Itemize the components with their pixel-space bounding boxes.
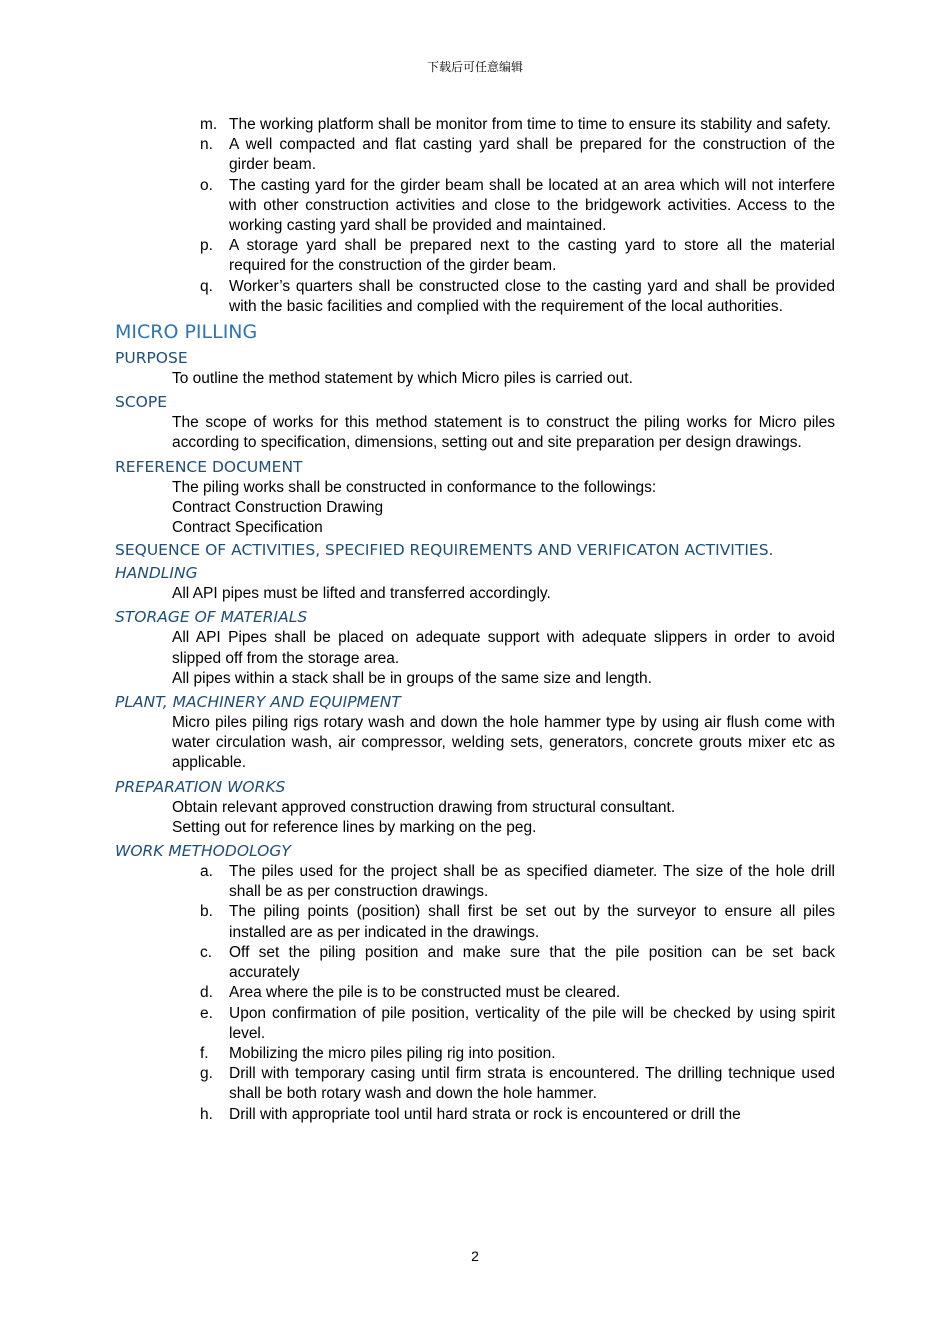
list-marker: b. [200,903,213,921]
list-item-text: A well compacted and flat casting yard shall be prepared for the construction of the girder beam. [229,136,835,174]
list-item-text: Upon confirmation of pile position, verticality of the pile will be checked by using spirit level. [229,1004,835,1042]
document-body [115,115,835,1125]
list-item-text: The working platform shall be monitor from time to time to ensure its stability and safety. [229,116,831,133]
storage-line: All pipes within a stack shall be in groups of the same size and length. [172,669,652,687]
list-item [115,135,835,175]
list-item [115,1004,835,1044]
list-marker: d. [200,984,213,1002]
list-item-text: Off set the piling position and make sure that the pile position can be set back accurately [229,943,835,982]
methodology-list [115,862,835,1125]
list-item-text: A storage yard shall be prepared next to the casting yard to store all the material required for the construction of the girder beam. [229,237,835,275]
list-marker: e. [200,1004,213,1022]
list-marker: g. [200,1065,213,1083]
list-marker: p. [200,237,213,255]
list-item-text: Worker’s quarters shall be constructed close to the casting yard and shall be provided with the basic facilities and complied with the requirement of the local authorities. [229,277,835,315]
preparation-line: Setting out for reference lines by marking on the peg. [172,818,537,836]
preparation-heading: PREPARATION WORKS [115,777,286,796]
list-item [115,862,835,902]
list-item-text: Drill with appropriate tool until hard strata or rock is encountered or drill the [229,1105,741,1123]
list-item [115,1105,835,1125]
methodology-heading: WORK METHODOLOGY [115,842,291,861]
preparation-line: Obtain relevant approved construction drawing from structural consultant. [172,798,676,816]
list-item [115,1044,835,1064]
purpose-text: To outline the method statement by which Micro piles is carried out. [172,370,633,388]
list-marker: h. [200,1105,213,1123]
page-header: 下载后可任意编辑 [426,60,523,74]
list-top [115,115,835,317]
list-marker: o. [200,176,213,194]
list-item-text: Mobilizing the micro piles piling rig into position. [229,1044,556,1062]
handling-heading: HANDLING [115,564,198,583]
list-item [115,983,835,1003]
sequence-heading: SEQUENCE OF ACTIVITIES, SPECIFIED REQUIREMENTS AND VERIFICATON ACTIVITIES. [115,541,774,560]
list-item-text: The piles used for the project shall be as specified diameter. The size of the hole drill shall be as per construction drawings. [229,863,835,901]
list-item [115,236,835,276]
list-item [115,1064,835,1104]
reference-heading: REFERENCE DOCUMENT [115,457,303,476]
plant-heading: PLANT, MACHINERY AND EQUIPMENT [115,693,401,712]
list-item [115,115,835,135]
list-marker: m. [200,116,218,133]
list-item-text: Area where the pile is to be constructed must be cleared. [229,984,621,1002]
list-marker: f. [200,1044,209,1062]
scope-heading: SCOPE [115,393,168,412]
list-item [115,176,835,237]
reference-line: Contract Specification [172,519,323,537]
plant-text: Micro piles piling rigs rotary wash and down the hole hammer type by using air flush come with water circulation wash, air compressor, welding sets, generators, concrete grouts mixer etc as applicable. [172,714,835,772]
storage-heading: STORAGE OF MATERIALS [115,608,308,627]
page-number: 2 [471,1248,479,1264]
storage-line: All API Pipes shall be placed on adequate support with adequate slippers in order to avoid slipped off from the storage area. [172,629,835,667]
list-item [115,902,835,942]
scope-text: The scope of works for this method statement is to construct the piling works for Micro piles according to specification, dimensions, setting out and site preparation per design drawings. [172,414,835,452]
reference-line: The piling works shall be constructed in conformance to the followings: [172,478,657,496]
purpose-heading: PURPOSE [115,349,188,368]
section-title: MICRO PILLING [115,321,258,344]
reference-line: Contract Construction Drawing [172,498,384,516]
handling-text: All API pipes must be lifted and transferred accordingly. [172,585,551,603]
list-item-text: The casting yard for the girder beam shall be located at an area which will not interfere with other construction activities and close to the bridgework activities. Access to the working casting yard shall be provided and maintained. [229,176,835,235]
list-marker: n. [200,136,213,154]
list-item-text: Drill with temporary casing until firm strata is encountered. The drilling technique used shall be both rotary wash and down the hole hammer. [229,1065,835,1103]
list-marker: q. [200,277,213,295]
list-item-text: The piling points (position) shall first be set out by the surveyor to ensure all piles installed are as per indicated in the drawings. [229,903,835,941]
list-marker: c. [200,943,213,961]
list-item [115,943,835,983]
list-item [115,277,835,317]
list-marker: a. [200,863,213,881]
